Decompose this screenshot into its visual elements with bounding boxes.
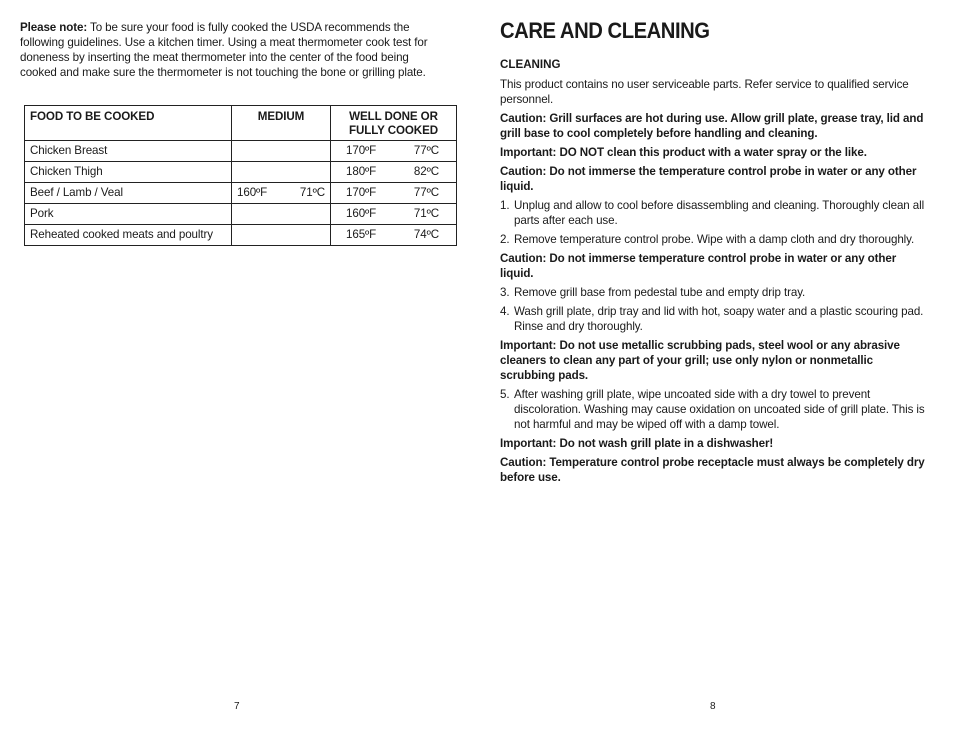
caution-no-immerse-2: Caution: Do not immerse temperature control probe in water or any other liquid. xyxy=(500,252,897,280)
step-1 xyxy=(500,198,925,228)
step-5-text: After washing grill plate, wipe uncoated side with a dry towel to prevent discoloration. Washing may cause oxidation on uncoated side of grill plate. This is not harmful and may be wiped off with a damp towel. xyxy=(514,388,925,431)
step-3 xyxy=(500,285,925,300)
step-4-number: 4. xyxy=(500,305,510,318)
page-number-right: 8 xyxy=(710,701,716,712)
table-row xyxy=(25,183,457,204)
medium-cell xyxy=(232,162,331,183)
right-page xyxy=(477,0,954,738)
step-4 xyxy=(500,304,925,334)
table-row xyxy=(25,204,457,225)
food-cell: Chicken Breast xyxy=(25,141,232,162)
table-row xyxy=(25,225,457,246)
medium-cell xyxy=(232,141,331,162)
step-1-text: Unplug and allow to cool before disassembling and cleaning. Thoroughly clean all parts after each use. xyxy=(514,199,925,227)
table-row xyxy=(25,141,457,162)
well-done-celsius: 82ºC xyxy=(413,165,439,178)
step-2-number: 2. xyxy=(500,233,510,246)
medium-fahrenheit: 160ºF xyxy=(237,186,268,199)
cooking-temperature-table xyxy=(24,105,457,246)
step-3-number: 3. xyxy=(500,286,510,299)
medium-cell xyxy=(232,204,331,225)
well-done-fahrenheit: 170ºF xyxy=(346,186,377,199)
caution-no-immerse-1: Caution: Do not immerse the temperature control probe in water or any other liquid. xyxy=(500,165,917,193)
food-cell: Reheated cooked meats and poultry xyxy=(25,225,232,246)
well-done-cell xyxy=(331,162,457,183)
well-done-cell xyxy=(331,183,457,204)
well-done-celsius: 77ºC xyxy=(413,144,439,157)
page-number-left: 7 xyxy=(234,701,240,712)
step-4-text: Wash grill plate, drip tray and lid with hot, soapy water and a plastic scouring pad. Rinse and dry thoroughly. xyxy=(514,305,924,333)
important-no-water-spray: Important: DO NOT clean this product with a water spray or the like. xyxy=(500,146,867,159)
medium-cell xyxy=(232,183,331,204)
caution-hot-surfaces: Caution: Grill surfaces are hot during use. Allow grill plate, grease tray, lid and grill base to cool completely before handling and cleaning. xyxy=(500,112,924,140)
well-done-fahrenheit: 170ºF xyxy=(346,144,377,157)
important-no-dishwasher: Important: Do not wash grill plate in a dishwasher! xyxy=(500,437,774,450)
step-5-number: 5. xyxy=(500,388,510,401)
header-medium: MEDIUM xyxy=(232,106,331,141)
well-done-fahrenheit: 180ºF xyxy=(346,165,377,178)
medium-cell xyxy=(232,225,331,246)
page-title: CARE AND CLEANING xyxy=(500,18,710,43)
note-text: To be sure your food is fully cooked the USDA recommends the following guidelines. Use a kitchen timer. Using a meat thermometer cook test for doneness by inserting the meat thermometer into the center of the food being cooked and make sure the thermometer is not touching the bone or grilling plate. xyxy=(20,21,428,79)
table-body xyxy=(25,141,457,246)
medium-celsius: 71ºC xyxy=(299,186,325,199)
well-done-cell xyxy=(331,141,457,162)
well-done-fahrenheit: 165ºF xyxy=(346,228,377,241)
intro-paragraph: This product contains no user serviceable parts. Refer service to qualified service personnel. xyxy=(500,78,909,106)
well-done-celsius: 77ºC xyxy=(413,186,439,199)
food-cell: Chicken Thigh xyxy=(25,162,232,183)
well-done-cell xyxy=(331,204,457,225)
cleaning-subhead: CLEANING xyxy=(500,58,561,71)
food-cell: Pork xyxy=(25,204,232,225)
important-no-metallic-pads: Important: Do not use metallic scrubbing pads, steel wool or any abrasive cleaners to clean any part of your grill; use only nylon or nonmetallic scrubbing pads. xyxy=(500,339,900,382)
step-5 xyxy=(500,387,925,432)
well-done-celsius: 74ºC xyxy=(413,228,439,241)
food-cell: Beef / Lamb / Veal xyxy=(25,183,232,204)
well-done-celsius: 71ºC xyxy=(413,207,439,220)
step-1-number: 1. xyxy=(500,199,510,212)
usda-note xyxy=(20,20,445,80)
well-done-fahrenheit: 160ºF xyxy=(346,207,377,220)
header-food: FOOD TO BE COOKED xyxy=(25,106,232,141)
note-label: Please note: xyxy=(20,21,88,34)
well-done-cell xyxy=(331,225,457,246)
step-2-text: Remove temperature control probe. Wipe with a damp cloth and dry thoroughly. xyxy=(514,233,915,246)
care-and-cleaning-section xyxy=(500,18,925,489)
header-well-done: WELL DONE OR FULLY COOKED xyxy=(331,106,457,141)
table-header-row xyxy=(25,106,457,141)
caution-receptacle-dry: Caution: Temperature control probe receptacle must always be completely dry before use. xyxy=(500,456,925,484)
step-2 xyxy=(500,232,925,247)
table-row xyxy=(25,162,457,183)
step-3-text: Remove grill base from pedestal tube and empty drip tray. xyxy=(514,286,806,299)
